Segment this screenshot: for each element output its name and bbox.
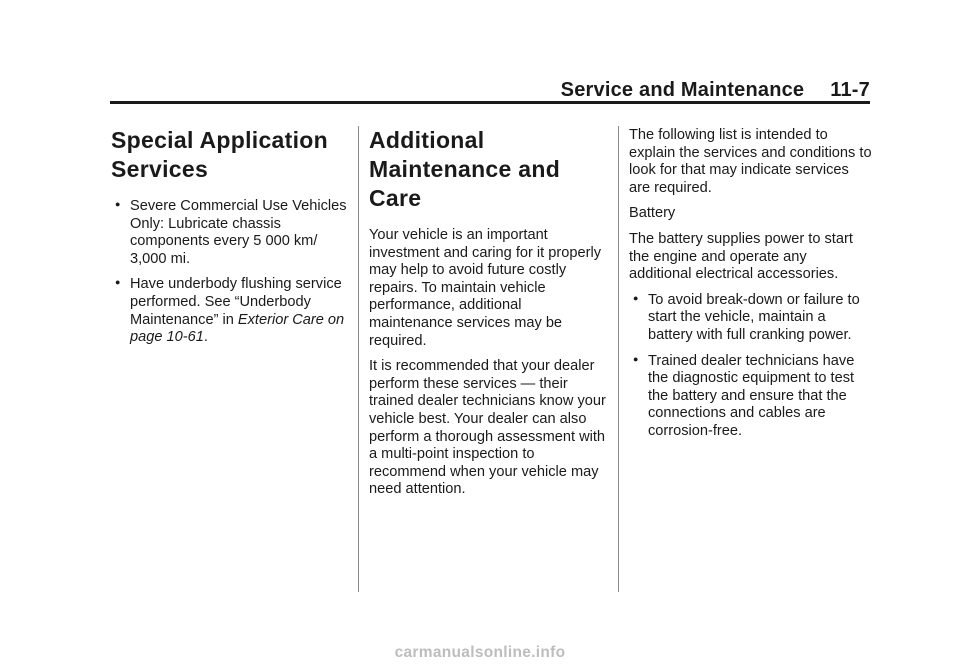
section-title: Service and Maintenance — [560, 79, 805, 101]
column-battery — [629, 127, 873, 449]
bullet-text: Severe Commercial Use Vehicles Only: Lubricate chassis components every 5 000 km/ 3,000 mi. — [130, 198, 347, 267]
bullet-dot-icon: ● — [633, 353, 639, 364]
bullet-dot-icon: ● — [115, 199, 121, 209]
heading-additional-maintenance-and-care: Additional Maintenance and Care — [369, 127, 561, 211]
bullet-item — [111, 198, 351, 268]
intro-paragraph: The following list is intended to explain the services and conditions to look for that may indicate services are required. — [629, 127, 872, 196]
bullet-text: Have underbody flushing service performed. See “Underbody Maintenance” in — [130, 276, 342, 328]
column-special-application — [111, 126, 351, 355]
column-divider-right — [618, 126, 619, 592]
cross-reference-link[interactable]: Exterior Care on page 10-61 — [130, 311, 345, 346]
body-paragraph: It is recommended that your dealer perform these services — their trained dealer technicians know your vehicle best. Your dealer can also perform a thorough assessment with a multi-point inspection to recommend when your vehicle may need attention. — [369, 358, 606, 498]
header-rule — [110, 101, 870, 104]
page-number: 11-7 — [830, 79, 870, 101]
running-header — [561, 79, 870, 102]
bullet-text: Trained dealer technicians have the diagnostic equipment to test the battery and ensure that the connections and cables are corrosion-free. — [648, 352, 855, 439]
bullet-item — [111, 276, 351, 346]
bullet-dot-icon: ● — [633, 292, 639, 303]
body-paragraph: The battery supplies power to start the engine and operate any additional electrical accessories. — [629, 230, 853, 283]
bullet-dot-icon: ● — [115, 277, 121, 288]
heading-special-application-services: Special Application Services — [111, 127, 329, 182]
body-paragraph: Your vehicle is an important investment and caring for it properly may help to avoid future costly repairs. To maintain vehicle performance, additional maintenance services may be required. — [369, 227, 601, 349]
column-additional-maintenance — [369, 126, 609, 507]
watermark: carmanualsonline.info — [394, 644, 566, 661]
subheading-battery: Battery — [629, 205, 676, 222]
bullet-text: To avoid break-down or failure to start the vehicle, maintain a battery with full cranking power. — [648, 291, 860, 343]
bullet-item — [629, 353, 873, 441]
bullet-item — [629, 292, 873, 345]
bullet-text-end: . — [203, 329, 208, 346]
column-divider-left — [358, 126, 359, 592]
